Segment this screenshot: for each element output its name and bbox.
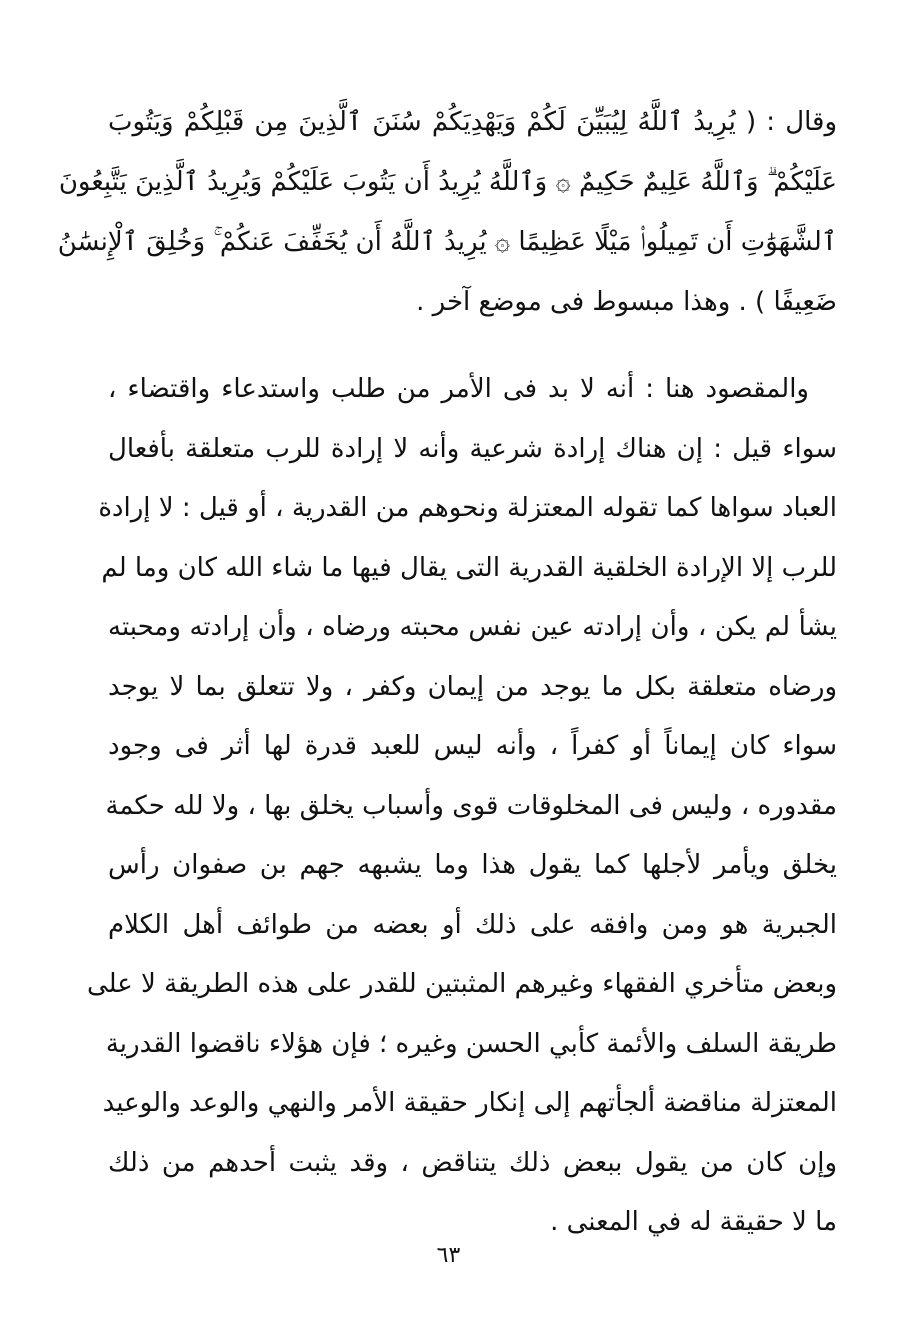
page-number: ٦٣ — [436, 1243, 461, 1268]
text-line: وقال : ( يُرِيدُ ٱللَّهُ لِيُبَيِّنَ لَكُمْ وَيَهْدِيَكُمْ سُنَنَ ٱلَّذِينَ مِن قَبْلِكُمْ وَيَتُوبَ — [108, 107, 837, 137]
text-line: العباد سواها كما تقوله المعتزلة ونحوهم من القدرية ، أو قيل : لا إرادة — [98, 493, 837, 523]
text-line: وإن كان من يقول ببعض ذلك يتناقض ، وقد يثبت أحدهم من ذلك — [108, 1147, 837, 1178]
text-line: ضَعِيفًا ) . وهذا مبسوط فى موضع آخر . — [416, 287, 837, 317]
text-line: يخلق ويأمر لأجلها كما يقول هذا وما يشبهه جهم بن صفوان رأس — [108, 850, 837, 880]
text-line: وبعض متأخري الفقهاء وغيرهم المثبتين للقدر على هذه الطريقة لا على — [86, 969, 837, 999]
text-line: والمقصود هنا : أنه لا بد فى الأمر من طلب واستدعاء واقتضاء ، — [108, 374, 809, 404]
body-paragraph — [86, 360, 837, 1253]
text-line: المعتزلة مناقضة ألجأتهم إلى إنكار حقيقة الأمر والنهي والوعد والوعيد — [102, 1088, 837, 1118]
quran-quote-paragraph — [57, 92, 837, 332]
text-line: الجبرية هو ومن وافقه على ذلك أو بعضه من طوائف أهل الكلام — [108, 909, 837, 940]
text-line: طريقة السلف والأئمة كأبي الحسن وغيره ؛ فإن هؤلاء ناقضوا القدرية — [105, 1028, 837, 1059]
text-line: للرب إلا الإرادة الخلقية القدرية التى يقال فيها ما شاء الله كان وما لم — [101, 552, 837, 583]
text-line: سواء كان إيماناً أو كفراً ، وأنه ليس للعبد قدرة لها أثر فى وجود — [108, 731, 837, 761]
text-line: سواء قيل : إن هناك إرادة شرعية وأنه لا إرادة للرب متعلقة بأفعال — [108, 433, 837, 464]
text-line: يشأ لم يكن ، وأن إرادته عين نفس محبته ورضاه ، وأن إرادته ومحبته — [108, 612, 837, 642]
text-line: ما لا حقيقة له في المعنى . — [550, 1207, 837, 1237]
text-line: عَلَيْكُمْ ۗ وَٱللَّهُ عَلِيمٌ حَكِيمٌ ۞ وَٱللَّهُ يُرِيدُ أَن يَتُوبَ عَلَيْكُمْ وَيُرِيدُ ٱلَّذِينَ يَتَّبِعُونَ — [58, 167, 837, 197]
text-line: ٱلشَّهَوَٰتِ أَن تَمِيلُوا۟ مَيْلًا عَظِيمًا ۞ يُرِيدُ ٱللَّهُ أَن يُخَفِّفَ عَنكُمْ ۚ وَخُلِقَ ٱلْإِنسَٰنُ — [57, 227, 837, 257]
text-line: مقدوره ، وليس فى المخلوقات قوى وأسباب يخلق بها ، ولا لله حكمة — [105, 790, 837, 821]
text-line: ورضاه متعلقة بكل ما يوجد من إيمان وكفر ، ولا تتعلق بما لا يوجد — [108, 671, 837, 702]
